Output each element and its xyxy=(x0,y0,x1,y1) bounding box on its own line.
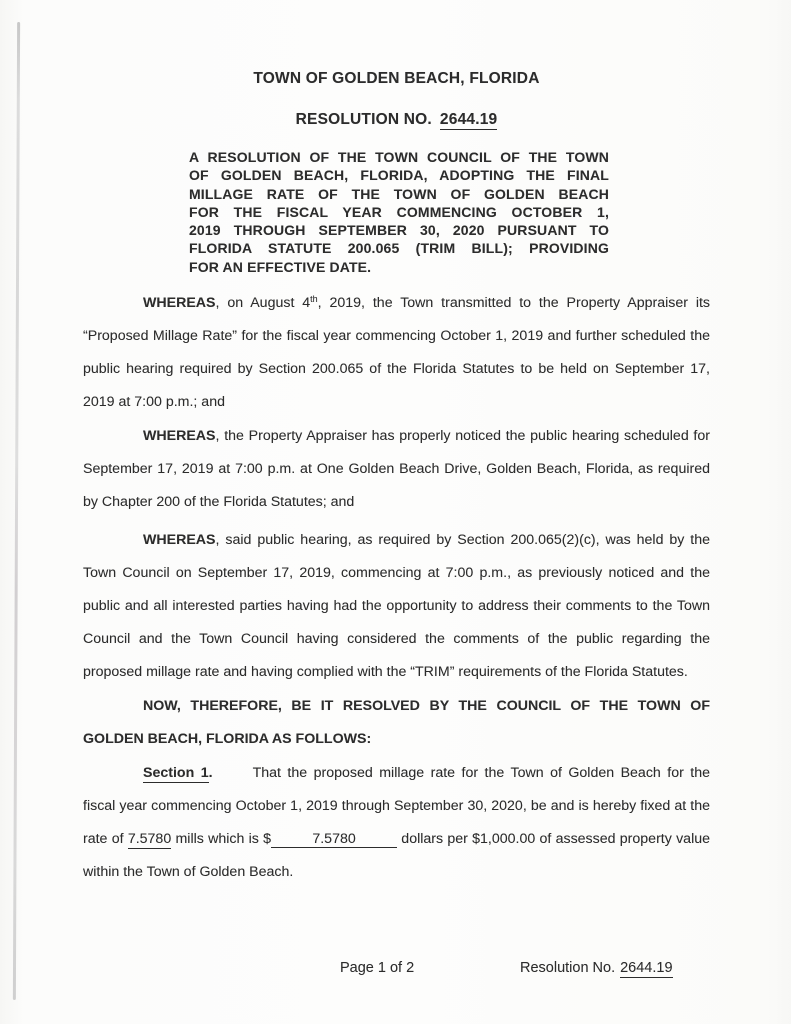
whereas-paragraph-1 xyxy=(83,287,710,419)
section-label-period: . xyxy=(208,765,213,781)
paragraph-text: , said public hearing, as required by Section 200.065(2)(c), was held by the Town Council on September 17, 2019, commencing at 7:00 p.m., as previously noticed and the public and all interested parties having had the opportunity to address their comments to the Town Council and the Town Council having considered the comments of the public regarding the proposed millage rate and having complied with the “TRIM” requirements of the Florida Statutes. xyxy=(83,532,710,680)
caption-line: FOR THE FISCAL YEAR COMMENCING OCTOBER 1, xyxy=(189,203,609,220)
paragraph-text: That the proposed millage rate for the Town of Golden Beach for the fiscal year commencing October 1, 2019 through September 30, 2020, be and is hereby fixed at the rate of xyxy=(83,765,711,847)
whereas-keyword: WHEREAS xyxy=(143,428,216,444)
caption-line: FLORIDA STATUTE 200.065 (TRIM BILL); PROVIDING xyxy=(189,240,609,257)
document-title: TOWN OF GOLDEN BEACH, FLORIDA xyxy=(253,70,540,87)
whereas-paragraph-2 xyxy=(83,420,710,519)
paragraph-text: mills which is $ xyxy=(171,831,272,847)
paragraph-text: , 2019, the Town transmitted to the Property Appraiser its “Proposed Millage Rate” for the fiscal year commencing October 1, 2019 and further scheduled the public hearing required by Section 200.065 of the Florida Statutes to be held on September 17, 2019 at 7:00 p.m.; and xyxy=(83,295,711,410)
resolution-heading xyxy=(83,111,710,129)
caption-line: A RESOLUTION OF THE TOWN COUNCIL OF THE TOWN xyxy=(189,149,609,165)
dollar-amount-blank: 7.5780 xyxy=(271,831,397,848)
footer-resolution-label: Resolution No. xyxy=(520,960,616,976)
section-label: Section 1 xyxy=(143,765,209,781)
caption-line: 2019 THROUGH SEPTEMBER 30, 2020 PURSUANT TO xyxy=(189,222,609,239)
millage-rate-mills: 7.5780 xyxy=(127,831,172,847)
whereas-paragraph-3 xyxy=(83,524,710,689)
footer-resolution-number: 2644.19 xyxy=(620,960,673,976)
scan-artifact-line xyxy=(13,22,20,1000)
caption-line: OF GOLDEN BEACH, FLORIDA, ADOPTING THE FINAL xyxy=(189,167,609,184)
caption-line: FOR AN EFFECTIVE DATE. xyxy=(189,258,372,275)
footer-resolution xyxy=(520,960,673,976)
whereas-keyword: WHEREAS xyxy=(143,532,216,548)
resolved-clause: NOW, THEREFORE, BE IT RESOLVED BY THE COUNCIL OF THE TOWN OF GOLDEN BEACH, FLORIDA AS FOLLOWS: xyxy=(83,698,710,747)
paragraph-text: , on August 4 xyxy=(215,295,311,311)
document-body xyxy=(83,287,710,889)
caption-line: MILLAGE RATE OF THE TOWN OF GOLDEN BEACH xyxy=(189,185,609,202)
page-footer xyxy=(83,960,710,984)
whereas-keyword: WHEREAS xyxy=(143,295,216,311)
ordinal-superscript: th xyxy=(310,294,318,304)
paragraph-text: dollars per $1,000.00 of assessed property value within the Town of Golden Beach. xyxy=(83,831,711,880)
section-1-paragraph xyxy=(83,757,710,889)
resolution-label: RESOLUTION NO. xyxy=(295,111,432,128)
paragraph-text: , the Property Appraiser has properly noticed the public hearing scheduled for September 17, 2019 at 7:00 p.m. at One Golden Beach Drive, Golden Beach, Florida, as required by Chapter 200 of the Florida Statutes; and xyxy=(83,428,710,510)
resolution-caption xyxy=(189,148,609,276)
page-number: Page 1 of 2 xyxy=(340,960,415,976)
resolution-number: 2644.19 xyxy=(439,111,498,128)
